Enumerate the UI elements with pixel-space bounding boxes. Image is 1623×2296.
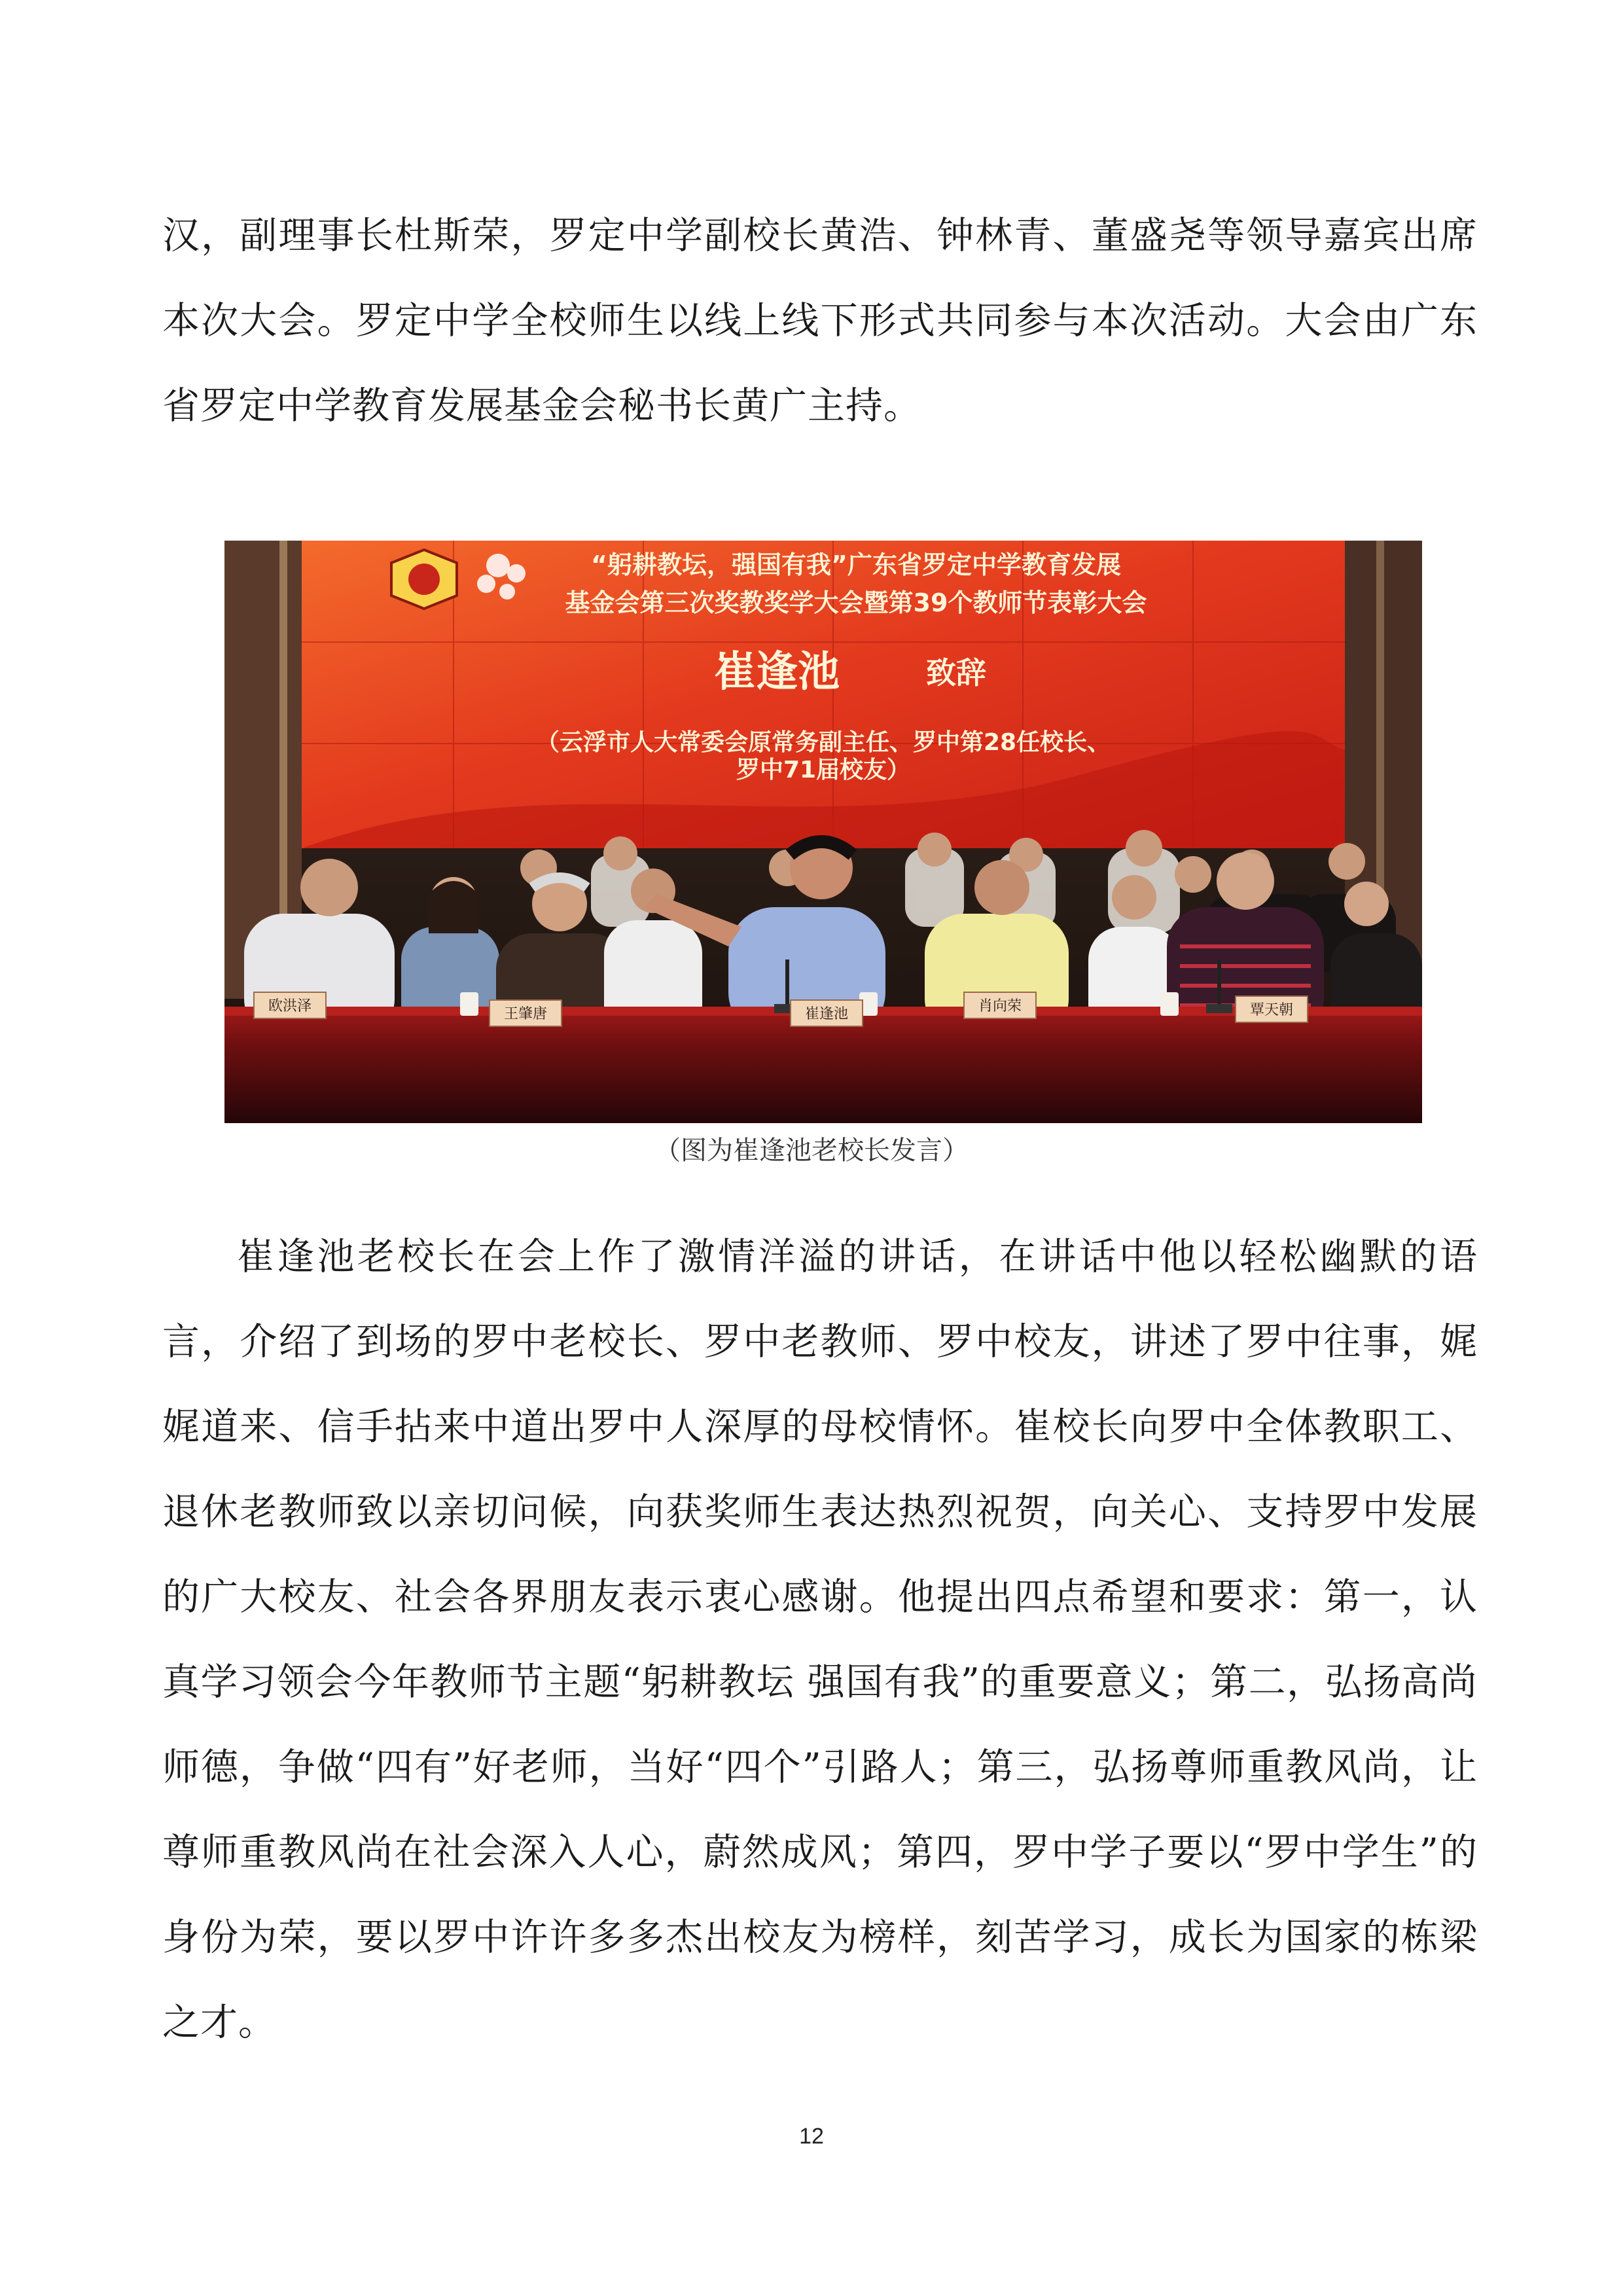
photo-caption: （图为崔逢池老校长发言） — [654, 1136, 969, 1166]
banner-speaker-title-1: （云浮市人大常委会原常务副主任、罗中第28任校长、 — [535, 729, 1111, 756]
page-number: 12 — [799, 2124, 824, 2149]
nameplate-4: 肖向荣 — [978, 998, 1022, 1014]
paragraph-intro: 汉，副理事长杜斯荣，罗定中学副校长黄浩、钟林青、董盛尧等领导嘉宾出席本次大会。罗定中学全校师生以线上线下形式共同参与本次活动。大会由广东省罗定中学教育发展基金会秘书长黄广主持。 — [162, 214, 1478, 427]
paragraph-speech: 崔逢池老校长在会上作了激情洋溢的讲话，在讲话中他以轻松幽默的语言，介绍了到场的罗中老校长、罗中老教师、罗中校友，讲述了罗中往事，娓娓道来、信手拈来中道出罗中人深厚的母校情怀。崔校长向罗中全体教职工、退休老教师致以亲切问候，向获奖师生表达热烈祝贺，向关心、支持罗中发展的广大校友、社会各界朋友表示衷心感谢。他提出四点希望和要求：第一，认真学习领会今年教师节主题“躬耕教坛 强国有我”的重要意义；第二，弘扬高尚师德，争做“四有”好老师，当好“四个”引路人；第三，弘扬尊师重教风尚，让尊师重教风尚在社会深入人心，蔚然成风；第四，罗中学子要以“罗中学生”的身份为荣，要以罗中许许多多杰出校友为榜样，刻苦学习，成长为国家的栋梁之才。 — [162, 1235, 1478, 2044]
event-photo-illustration — [224, 541, 1422, 1123]
nameplate-2: 王肇唐 — [503, 1006, 548, 1022]
nameplate-3: 崔逢池 — [804, 1006, 849, 1022]
event-photo — [224, 541, 1422, 1123]
banner-speaker-name: 崔逢池 — [714, 648, 840, 696]
banner-line-2: 基金会第三次奖教奖学大会暨第39个教师节表彰大会 — [565, 588, 1147, 617]
nameplate-1: 欧洪泽 — [268, 998, 312, 1014]
nameplate-5: 覃天朝 — [1249, 1002, 1294, 1018]
banner-speaker-title-2: 罗中71届校友） — [736, 757, 911, 783]
banner-speaker-action: 致辞 — [926, 655, 986, 691]
school-emblem-icon — [391, 550, 457, 609]
banner-line-1: “躬耕教坛，强国有我”广东省罗定中学教育发展 — [591, 550, 1121, 579]
